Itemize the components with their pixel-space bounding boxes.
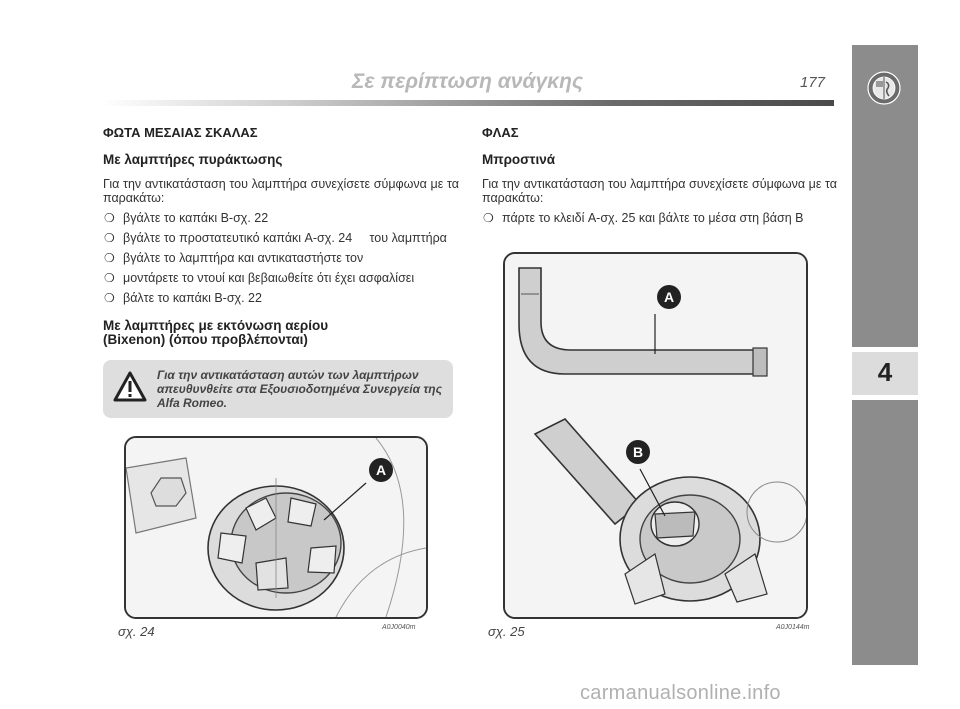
list-item bbox=[103, 291, 459, 305]
sub-title-xenon-line2: (Bixenon) (όπου προβλέπονται) bbox=[103, 332, 308, 347]
list-item bbox=[103, 271, 459, 285]
step-text: βάλτε το καπάκι B-σχ. 22 bbox=[123, 291, 262, 305]
list-item bbox=[103, 211, 459, 225]
section-title-indicator: ΦΛΑΣ bbox=[482, 125, 519, 140]
figure-25-caption: σχ. 25 bbox=[488, 624, 525, 639]
step-text: βγάλτε το καπάκι B-σχ. 22 bbox=[123, 211, 269, 225]
sub-title-front: Μπροστινά bbox=[482, 152, 555, 167]
warning-text: Για την αντικατάσταση αυτών των λαμπτήρων απευθυνθείτε στα Εξουσιοδοτημένα Συνεργεία της Alfa Romeo. bbox=[157, 368, 442, 410]
step-text: βγάλτε το λαμπτήρα και αντικαταστήστε τον bbox=[123, 251, 364, 265]
sub-title-xenon-line1: Με λαμπτήρες με εκτόνωση αερίου bbox=[103, 318, 329, 333]
header-rule bbox=[100, 100, 834, 106]
figure-24-illustration bbox=[124, 436, 428, 619]
step-text: βγάλτε το προστατευτικό καπάκι A-σχ. 24 του λαμπτήρα bbox=[123, 231, 447, 245]
watermark-text: carmanualsonline.info bbox=[580, 682, 781, 704]
warning-triangle-icon bbox=[113, 370, 147, 404]
side-tab-divider bbox=[852, 395, 918, 400]
right-column bbox=[482, 126, 837, 225]
sub-title-incandescent: Με λαμπτήρες πυράκτωσης bbox=[103, 152, 283, 167]
warning-box bbox=[103, 360, 453, 418]
section-title-low-beam: ΦΩΤΑ ΜΕΣΑΙΑΣ ΣΚΑΛΑΣ bbox=[103, 125, 258, 140]
callout-a: A bbox=[657, 285, 681, 309]
callout-a: A bbox=[369, 458, 393, 482]
list-item bbox=[482, 211, 837, 225]
step-text: πάρτε το κλειδί A-σχ. 25 και βάλτε το μέσα στη βάση B bbox=[502, 211, 804, 225]
page-header-title: Σε περίπτωση ανάγκης bbox=[352, 70, 584, 93]
figure-24-caption: σχ. 24 bbox=[118, 624, 155, 639]
figure-25-illustration bbox=[503, 252, 808, 619]
left-column bbox=[103, 126, 459, 347]
list-item bbox=[103, 231, 459, 245]
chapter-number: 4 bbox=[877, 357, 893, 387]
callout-b: B bbox=[626, 440, 650, 464]
socket-key-illustration bbox=[505, 254, 806, 617]
list-item bbox=[103, 251, 459, 265]
figure-24-code: A0J0040m bbox=[382, 624, 416, 631]
intro-paragraph: Για την αντικατάσταση του λαμπτήρα συνεχίσετε σύμφωνα με τα παρακάτω: bbox=[482, 177, 837, 205]
step-text: μοντάρετε το ντουί και βεβαιωθείτε ότι έχει ασφαλίσει bbox=[123, 271, 415, 285]
brand-logo-icon bbox=[867, 71, 901, 105]
page-number: 177 bbox=[800, 74, 826, 91]
figure-25-code: A0J0144m bbox=[776, 624, 810, 631]
intro-paragraph: Για την αντικατάσταση του λαμπτήρα συνεχίσετε σύμφωνα με τα παρακάτω: bbox=[103, 177, 459, 205]
sub-title-xenon bbox=[103, 319, 459, 347]
